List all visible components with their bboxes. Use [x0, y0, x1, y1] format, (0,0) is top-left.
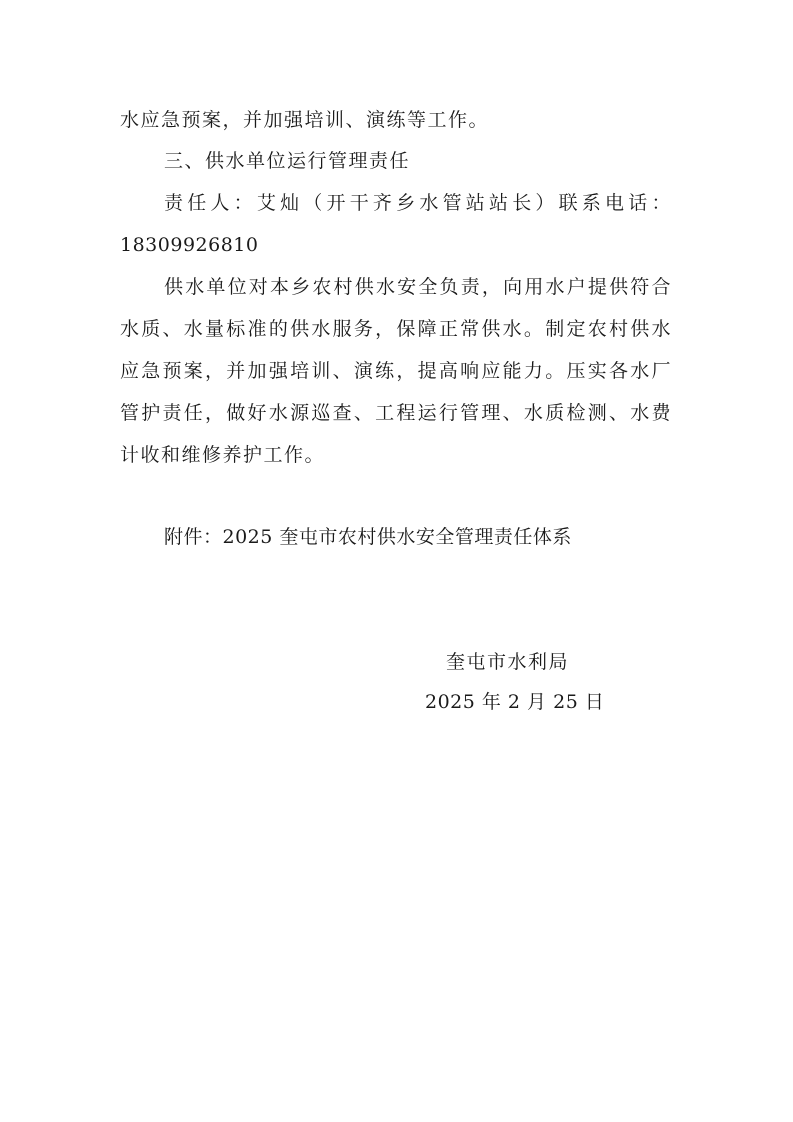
section-heading: 三、供水单位运行管理责任 — [164, 150, 411, 172]
responsible-person-line: 责任人：艾灿（开干齐乡水管站站长）联系电话： — [164, 192, 672, 214]
paragraph-line: 管护责任，做好水源巡查、工程运行管理、水质检测、水费 — [120, 402, 672, 424]
paragraph-line: 水质、水量标准的供水服务，保障正常供水。制定农村供水 — [120, 318, 672, 340]
paragraph-line: 供水单位对本乡农村供水安全负责，向用水户提供符合 — [164, 276, 672, 298]
paragraph-line: 应急预案，并加强培训、演练，提高响应能力。压实各水厂 — [120, 360, 672, 382]
signature-date: 2025 年 2 月 25 日 — [425, 691, 605, 713]
paragraph-line: 水应急预案，并加强培训、演练等工作。 — [120, 109, 490, 131]
phone-number: 18309926810 — [120, 234, 259, 256]
paragraph-line: 计收和维修养护工作。 — [120, 444, 326, 466]
attachment-line: 附件：2025 奎屯市农村供水安全管理责任体系 — [164, 526, 572, 548]
signature-org: 奎屯市水利局 — [446, 651, 570, 673]
